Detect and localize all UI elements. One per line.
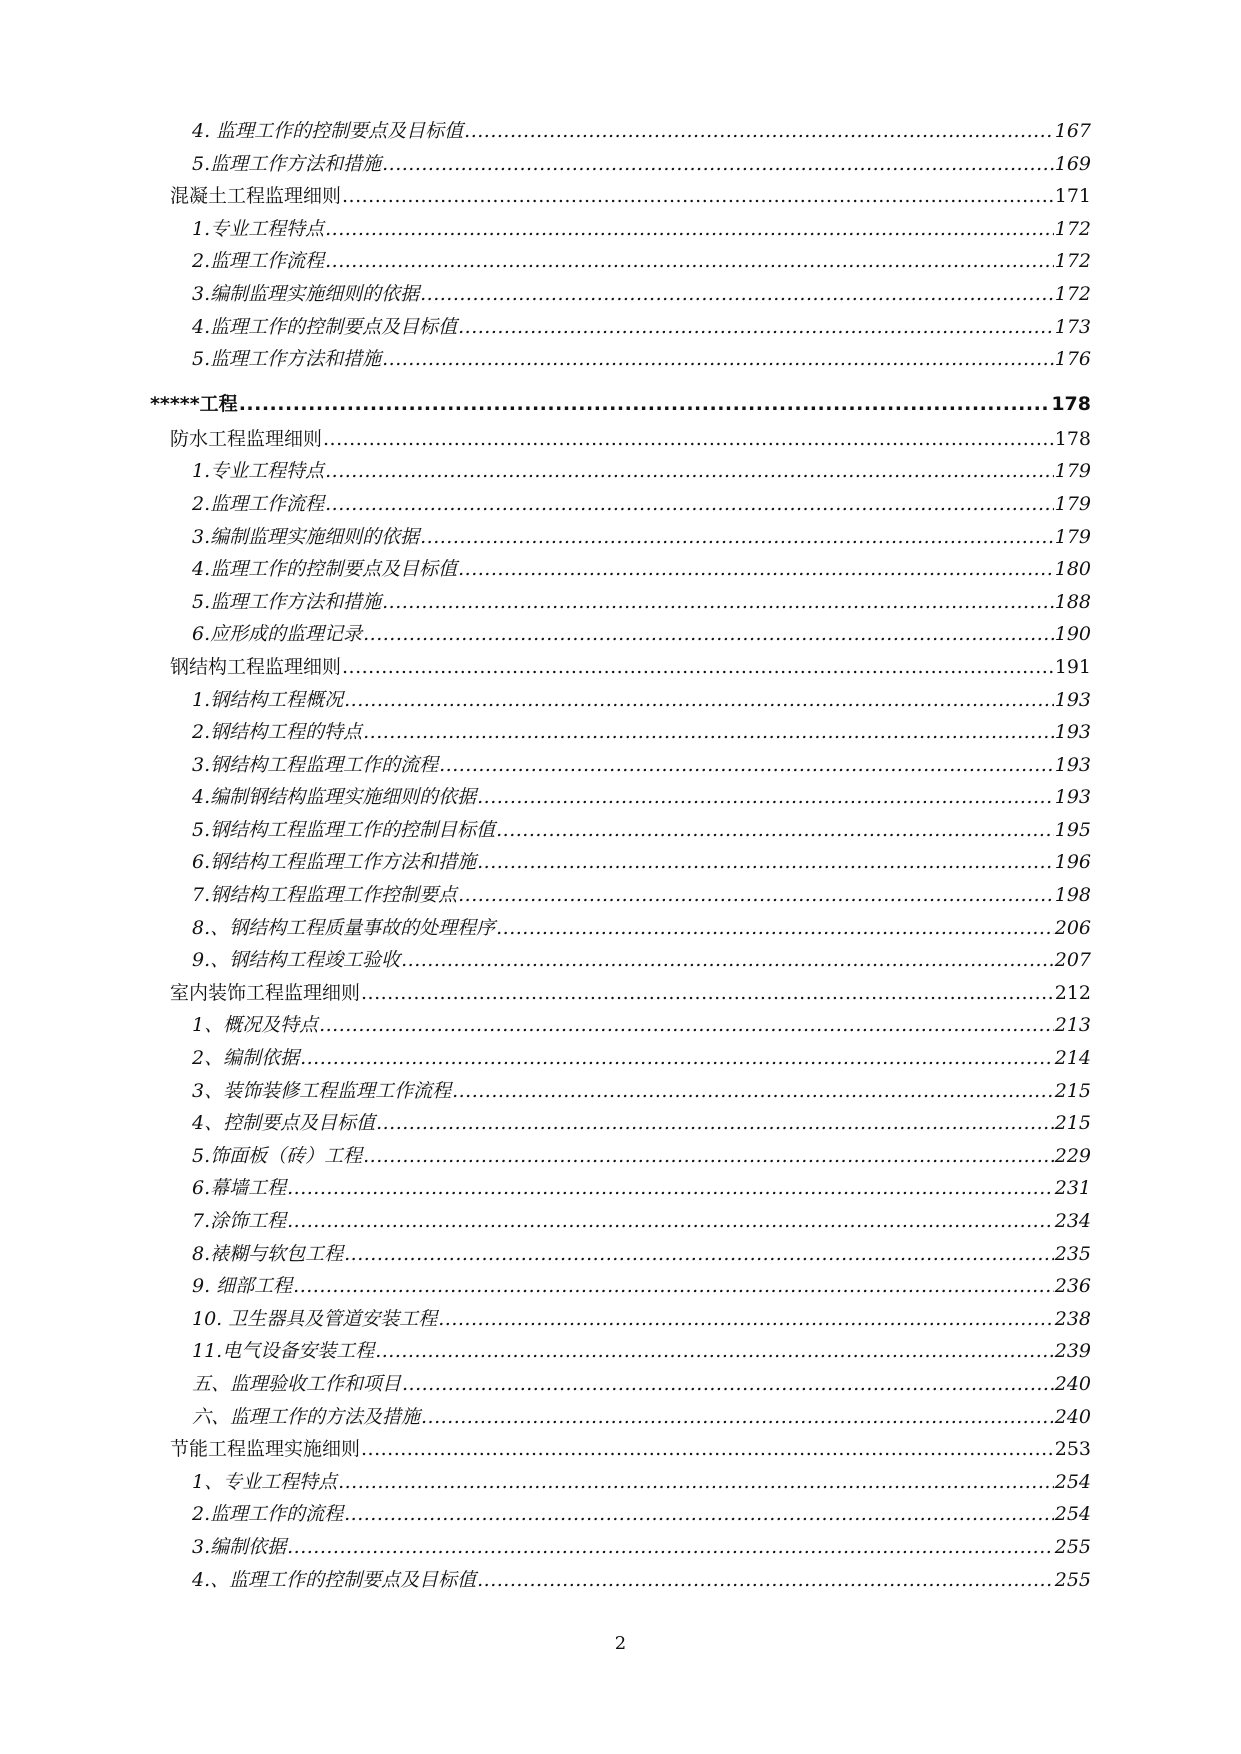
- toc-entry-title: 6.幕墙工程: [192, 1177, 287, 1200]
- toc-entry-title: 3、装饰装修工程监理工作流程: [192, 1079, 452, 1102]
- toc-entry-page: 178: [1054, 427, 1091, 450]
- toc-entry-title: 室内装饰工程监理细则: [170, 981, 361, 1004]
- toc-entry-page: 193: [1054, 753, 1091, 776]
- toc-leader-dots: [458, 558, 1054, 580]
- toc-entry-title: 8.裱糊与软包工程: [192, 1242, 344, 1265]
- toc-entry-page: 253: [1054, 1438, 1091, 1461]
- toc-entry[interactable]: [0, 1112, 1241, 1145]
- toc-entry[interactable]: [0, 1047, 1241, 1080]
- toc-entry-page: 207: [1054, 949, 1091, 972]
- toc-leader-dots: [338, 1471, 1054, 1493]
- toc-leader-dots: [344, 1243, 1054, 1265]
- toc-entry-title: 1.专业工程特点: [192, 217, 325, 240]
- toc-entry-title: 1.专业工程特点: [192, 460, 325, 483]
- toc-entry-page: 229: [1054, 1144, 1091, 1167]
- toc-entry[interactable]: [0, 250, 1241, 283]
- toc-entry[interactable]: [0, 949, 1241, 982]
- toc-entry[interactable]: [0, 428, 1241, 461]
- toc-leader-dots: [293, 1275, 1054, 1297]
- toc-entry[interactable]: [0, 982, 1241, 1015]
- toc-entry-title: 节能工程监理实施细则: [170, 1438, 361, 1461]
- toc-leader-dots: [287, 1210, 1054, 1232]
- toc-entry-title: 7.钢结构工程监理工作控制要点: [192, 884, 458, 907]
- toc-entry[interactable]: [0, 153, 1241, 186]
- toc-entry-title: 11.电气设备安装工程: [192, 1340, 375, 1363]
- toc-entry-page: 240: [1054, 1372, 1091, 1395]
- toc-leader-dots: [363, 623, 1054, 645]
- toc-leader-dots: [325, 218, 1054, 240]
- toc-leader-dots: [496, 917, 1054, 939]
- toc-leader-dots: [361, 982, 1054, 1004]
- toc-entry[interactable]: [0, 819, 1241, 852]
- toc-leader-dots: [319, 1014, 1054, 1036]
- toc-entry[interactable]: [0, 656, 1241, 689]
- toc-entry-page: 213: [1054, 1014, 1091, 1037]
- toc-entry-title: 4.编制钢结构监理实施细则的依据: [192, 786, 477, 809]
- toc-leader-dots: [325, 250, 1054, 272]
- toc-entry-title: 3.编制依据: [192, 1535, 287, 1558]
- toc-leader-dots: [402, 1373, 1054, 1395]
- toc-entry-page: 172: [1054, 217, 1091, 240]
- toc-entry[interactable]: [0, 218, 1241, 251]
- table-of-contents: [0, 120, 1241, 1601]
- toc-entry-title: 5.监理工作方法和措施: [192, 590, 382, 613]
- toc-entry[interactable]: [0, 1080, 1241, 1113]
- toc-leader-dots: [382, 591, 1054, 613]
- toc-entry-page: 193: [1054, 786, 1091, 809]
- toc-entry-page: 195: [1054, 818, 1091, 841]
- toc-entry-title: 4、控制要点及目标值: [192, 1112, 376, 1135]
- toc-entry[interactable]: [0, 1569, 1241, 1602]
- toc-leader-dots: [325, 460, 1054, 482]
- toc-entry-title: 9. 细部工程: [192, 1275, 293, 1298]
- toc-entry-page: 236: [1054, 1275, 1091, 1298]
- toc-leader-dots: [421, 1406, 1054, 1428]
- toc-entry-title: 7.涂饰工程: [192, 1210, 287, 1232]
- toc-entry-title: 2.监理工作的流程: [192, 1503, 344, 1526]
- toc-leader-dots: [325, 493, 1054, 515]
- toc-entry[interactable]: [0, 348, 1241, 381]
- toc-entry-page: 180: [1054, 558, 1091, 581]
- toc-entry-title: 5.饰面板（砖）工程: [192, 1144, 363, 1167]
- toc-leader-dots: [464, 120, 1054, 142]
- toc-entry[interactable]: [0, 1536, 1241, 1569]
- toc-leader-dots: [439, 754, 1054, 776]
- toc-leader-dots: [477, 851, 1054, 873]
- toc-leader-dots: [477, 786, 1054, 808]
- toc-entry-page: 190: [1054, 623, 1091, 646]
- toc-leader-dots: [375, 1340, 1054, 1362]
- toc-entry[interactable]: [0, 623, 1241, 656]
- toc-leader-dots: [361, 1438, 1054, 1460]
- toc-leader-dots: [382, 153, 1054, 175]
- toc-entry-title: 4. 监理工作的控制要点及目标值: [192, 120, 464, 142]
- toc-entry-page: 238: [1054, 1307, 1091, 1330]
- toc-entry-title: 2.监理工作流程: [192, 250, 325, 273]
- toc-entry-page: 235: [1054, 1242, 1091, 1265]
- toc-entry[interactable]: [0, 884, 1241, 917]
- toc-entry-title: 防水工程监理细则: [170, 427, 323, 450]
- toc-entry-page: 206: [1054, 916, 1091, 939]
- toc-entry-page: 215: [1054, 1079, 1091, 1102]
- toc-leader-dots: [438, 1308, 1053, 1330]
- toc-entry-title: 4.监理工作的控制要点及目标值: [192, 558, 458, 581]
- toc-entry-page: 167: [1054, 120, 1091, 142]
- toc-entry[interactable]: [0, 851, 1241, 884]
- toc-entry-title: 混凝土工程监理细则: [170, 185, 342, 208]
- toc-entry[interactable]: [0, 460, 1241, 493]
- toc-entry-page: 254: [1054, 1503, 1091, 1526]
- toc-leader-dots: [344, 689, 1054, 711]
- toc-leader-dots: [376, 1112, 1054, 1134]
- toc-entry[interactable]: [0, 1340, 1241, 1373]
- toc-entry-page: 179: [1054, 492, 1091, 515]
- toc-entry-title: 2.监理工作流程: [192, 492, 325, 515]
- toc-entry[interactable]: [0, 381, 1241, 428]
- toc-leader-dots: [342, 185, 1054, 207]
- toc-entry[interactable]: [0, 917, 1241, 950]
- toc-entry[interactable]: [0, 1373, 1241, 1406]
- toc-entry-page: 193: [1054, 688, 1091, 711]
- toc-entry-title: *****工程: [150, 393, 238, 416]
- toc-entry[interactable]: [0, 1406, 1241, 1439]
- toc-entry[interactable]: [0, 185, 1241, 218]
- toc-entry-title: 1.钢结构工程概况: [192, 688, 344, 711]
- toc-entry-page: 172: [1054, 250, 1091, 273]
- toc-entry-title: 8.、钢结构工程质量事故的处理程序: [192, 916, 496, 939]
- toc-leader-dots: [363, 1145, 1054, 1167]
- toc-entry[interactable]: [0, 1308, 1241, 1341]
- toc-entry-page: 240: [1054, 1405, 1091, 1428]
- toc-entry-title: 6.钢结构工程监理工作方法和措施: [192, 851, 477, 874]
- toc-entry[interactable]: [0, 591, 1241, 624]
- toc-entry-title: 5.监理工作方法和措施: [192, 348, 382, 371]
- toc-leader-dots: [496, 819, 1054, 841]
- toc-entry-page: 231: [1054, 1177, 1091, 1200]
- toc-entry-title: 5.钢结构工程监理工作的控制目标值: [192, 818, 496, 841]
- toc-entry-page: 191: [1054, 655, 1091, 678]
- toc-entry-title: 4.、监理工作的控制要点及目标值: [192, 1568, 477, 1591]
- toc-entry[interactable]: [0, 1471, 1241, 1504]
- toc-entry-page: 214: [1054, 1047, 1091, 1070]
- toc-leader-dots: [300, 1047, 1054, 1069]
- toc-entry-page: 255: [1054, 1535, 1091, 1558]
- toc-entry-page: 198: [1054, 884, 1091, 907]
- toc-leader-dots: [420, 283, 1054, 305]
- toc-entry-page: 178: [1051, 393, 1091, 416]
- toc-leader-dots: [342, 656, 1054, 678]
- toc-entry[interactable]: [0, 1145, 1241, 1178]
- toc-leader-dots: [287, 1536, 1054, 1558]
- toc-leader-dots: [239, 393, 1051, 415]
- toc-entry-page: 196: [1054, 851, 1091, 874]
- toc-entry[interactable]: [0, 1177, 1241, 1210]
- toc-leader-dots: [401, 949, 1054, 971]
- toc-entry-page: 171: [1054, 185, 1091, 208]
- toc-leader-dots: [420, 526, 1054, 548]
- toc-entry[interactable]: [0, 1438, 1241, 1471]
- toc-leader-dots: [382, 348, 1054, 370]
- toc-entry[interactable]: [0, 283, 1241, 316]
- toc-entry[interactable]: [0, 721, 1241, 754]
- toc-entry-title: 六、监理工作的方法及措施: [192, 1405, 421, 1428]
- toc-entry-title: 5.监理工作方法和措施: [192, 152, 382, 175]
- toc-entry-title: 五、监理验收工作和项目: [192, 1372, 402, 1395]
- toc-entry[interactable]: [0, 1275, 1241, 1308]
- toc-entry-page: 193: [1054, 721, 1091, 744]
- toc-entry[interactable]: [0, 526, 1241, 559]
- toc-entry[interactable]: [0, 316, 1241, 349]
- toc-entry[interactable]: [0, 558, 1241, 591]
- toc-entry-title: 10. 卫生器具及管道安装工程: [192, 1307, 438, 1330]
- toc-entry-title: 钢结构工程监理细则: [170, 655, 342, 678]
- toc-entry-page: 239: [1054, 1340, 1091, 1363]
- toc-leader-dots: [458, 316, 1054, 338]
- toc-leader-dots: [344, 1503, 1054, 1525]
- toc-entry[interactable]: [0, 493, 1241, 526]
- toc-entry-page: 169: [1054, 152, 1091, 175]
- toc-entry-page: 179: [1054, 525, 1091, 548]
- toc-entry[interactable]: [0, 754, 1241, 787]
- toc-entry-title: 3.编制监理实施细则的依据: [192, 282, 420, 305]
- toc-entry[interactable]: [0, 1503, 1241, 1536]
- toc-entry-title: 2、编制依据: [192, 1047, 300, 1070]
- toc-leader-dots: [452, 1080, 1054, 1102]
- toc-entry-title: 3.编制监理实施细则的依据: [192, 525, 420, 548]
- page-number: 2: [614, 1633, 627, 1654]
- toc-entry-title: 2.钢结构工程的特点: [192, 721, 363, 744]
- toc-entry[interactable]: [0, 120, 1241, 153]
- toc-entry-title: 3.钢结构工程监理工作的流程: [192, 753, 439, 776]
- toc-leader-dots: [458, 884, 1054, 906]
- toc-entry-page: 254: [1054, 1470, 1091, 1493]
- toc-entry-page: 172: [1054, 282, 1091, 305]
- toc-entry-title: 1、专业工程特点: [192, 1470, 338, 1493]
- toc-entry-page: 188: [1054, 590, 1091, 613]
- toc-entry[interactable]: [0, 1014, 1241, 1047]
- toc-entry-page: 173: [1054, 315, 1091, 338]
- toc-entry-title: 4.监理工作的控制要点及目标值: [192, 315, 458, 338]
- toc-entry-title: 9.、钢结构工程竣工验收: [192, 949, 401, 972]
- toc-entry-page: 234: [1054, 1210, 1091, 1232]
- toc-leader-dots: [323, 428, 1054, 450]
- toc-leader-dots: [477, 1569, 1054, 1591]
- toc-entry-title: 6.应形成的监理记录: [192, 623, 363, 646]
- toc-entry-page: 215: [1054, 1112, 1091, 1135]
- toc-entry-page: 212: [1054, 981, 1091, 1004]
- toc-entry[interactable]: [0, 786, 1241, 819]
- toc-leader-dots: [363, 721, 1054, 743]
- toc-entry-page: 255: [1054, 1568, 1091, 1591]
- toc-entry[interactable]: [0, 1210, 1241, 1243]
- toc-entry-page: 179: [1054, 460, 1091, 483]
- toc-entry[interactable]: [0, 1243, 1241, 1276]
- toc-entry-page: 176: [1054, 348, 1091, 371]
- toc-entry-title: 1、概况及特点: [192, 1014, 319, 1037]
- toc-entry[interactable]: [0, 689, 1241, 722]
- toc-leader-dots: [287, 1177, 1054, 1199]
